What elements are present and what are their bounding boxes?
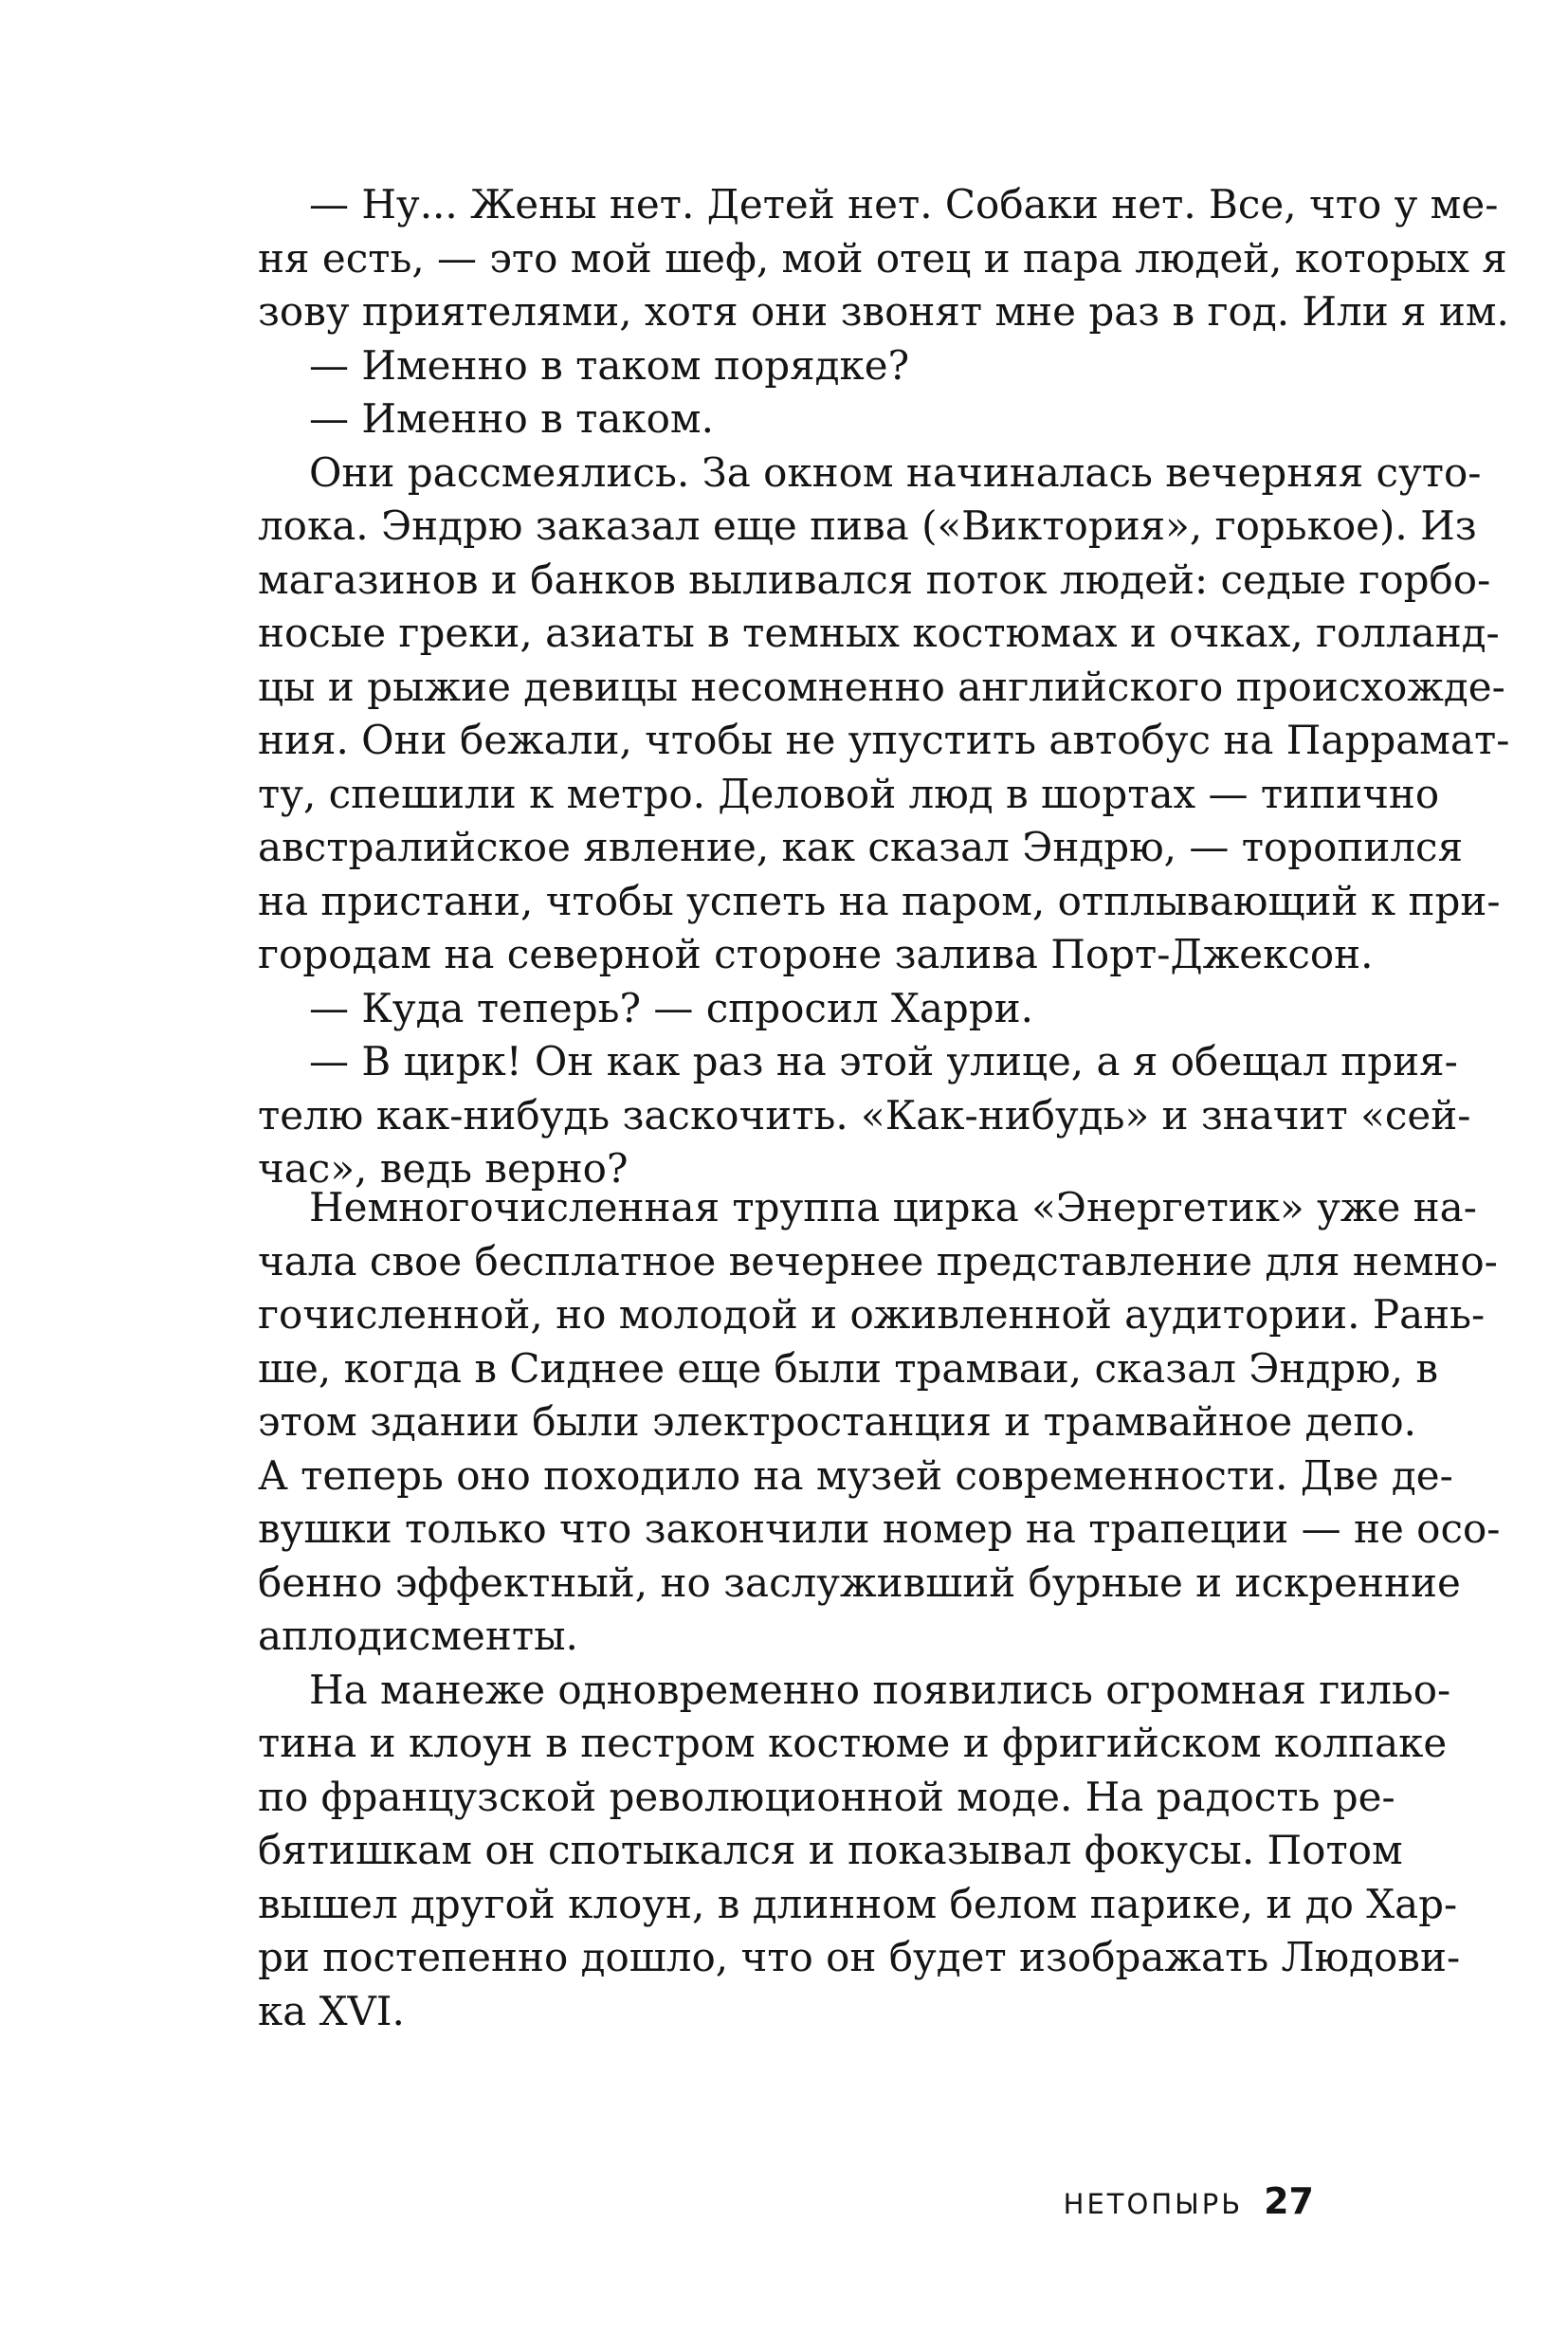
page-footer: [1064, 2180, 1314, 2222]
text-line: На манеже одновременно появились огромная гильо-: [309, 1666, 1451, 1713]
text-line: бятишкам он спотыкался и показывал фокусы. Потом: [258, 1827, 1403, 1873]
text-line: — Ну... Жены нет. Детей нет. Собаки нет. Все, что у ме-: [309, 181, 1499, 228]
running-title: НЕТОПЫРЬ: [1063, 2188, 1244, 2220]
text-line: австралийское явление, как сказал Эндрю, — торопился: [258, 824, 1464, 870]
text-line: А теперь оно походило на музей современности. Две де-: [258, 1451, 1453, 1499]
text-line: ня есть, — это мой шеф, мой отец и пара людей, которых я: [258, 234, 1507, 282]
text-line: — Куда теперь? — спросил Харри.: [309, 984, 1034, 1031]
text-line: городам на северной стороне залива Порт-Джексон.: [258, 931, 1374, 977]
text-line: бенно эффектный, но заслуживший бурные и искренние: [258, 1558, 1461, 1606]
text-line: этом здании были электростанция и трамвайное депо.: [258, 1398, 1416, 1445]
text-line: аплодисменты.: [258, 1613, 578, 1659]
text-line: ка XVI.: [258, 1987, 405, 2034]
page-number: 27: [1264, 2180, 1314, 2222]
text-line: чала свое бесплатное вечернее представление для немно-: [258, 1237, 1498, 1285]
text-line: телю как-нибудь заскочить. «Как-нибудь» и значит «сей-: [258, 1091, 1471, 1139]
text-line: на пристани, чтобы успеть на паром, отплывающий к при-: [258, 877, 1501, 924]
text-line: ту, спешили к метро. Деловой люд в шортах — типично: [258, 770, 1440, 817]
text-line: — В цирк! Он как раз на этой улице, а я обещал прия-: [309, 1038, 1458, 1084]
text-line: Они рассмеялись. За окном начиналась вечерняя суто-: [309, 448, 1482, 496]
text-line: ше, когда в Сиднее еще были трамваи, сказал Эндрю, в: [258, 1344, 1439, 1392]
text-line: вышел другой клоун, в длинном белом парике, и до Хар-: [258, 1880, 1458, 1927]
text-block-lower: [258, 1181, 1501, 2038]
text-line: — Именно в таком.: [309, 395, 714, 442]
text-line: гочисленной, но молодой и оживленной аудитории. Рань-: [258, 1291, 1486, 1338]
text-line: ри постепенно дошло, что он будет изображать Людови-: [258, 1934, 1461, 1980]
text-line: зову приятелями, хотя они звонят мне раз в год. Или я им.: [258, 288, 1509, 335]
text-line: тина и клоун в пестром костюме и фригийском колпаке: [258, 1720, 1448, 1766]
text-line: ния. Они бежали, чтобы не упустить автобус на Паррамат-: [258, 717, 1510, 763]
text-line: час», ведь верно?: [258, 1145, 629, 1192]
text-line: Немногочисленная труппа цирка «Энергетик» уже на-: [309, 1184, 1477, 1230]
text-line: цы и рыжие девицы несомненно английского происхожде-: [258, 663, 1505, 710]
text-line: — Именно в таком порядке?: [309, 341, 910, 389]
text-line: по французской революционной моде. На радость ре-: [258, 1773, 1395, 1820]
text-line: вушки только что закончили номер на трапеции — не осо-: [258, 1505, 1501, 1552]
text-line: носые греки, азиаты в темных костюмах и очках, голланд-: [258, 610, 1500, 656]
text-line: лока. Эндрю заказал еще пива («Виктория», горькое). Из: [258, 502, 1477, 549]
text-block-upper: [258, 178, 1510, 1196]
text-line: магазинов и банков выливался поток людей: седые горбо-: [258, 556, 1491, 603]
